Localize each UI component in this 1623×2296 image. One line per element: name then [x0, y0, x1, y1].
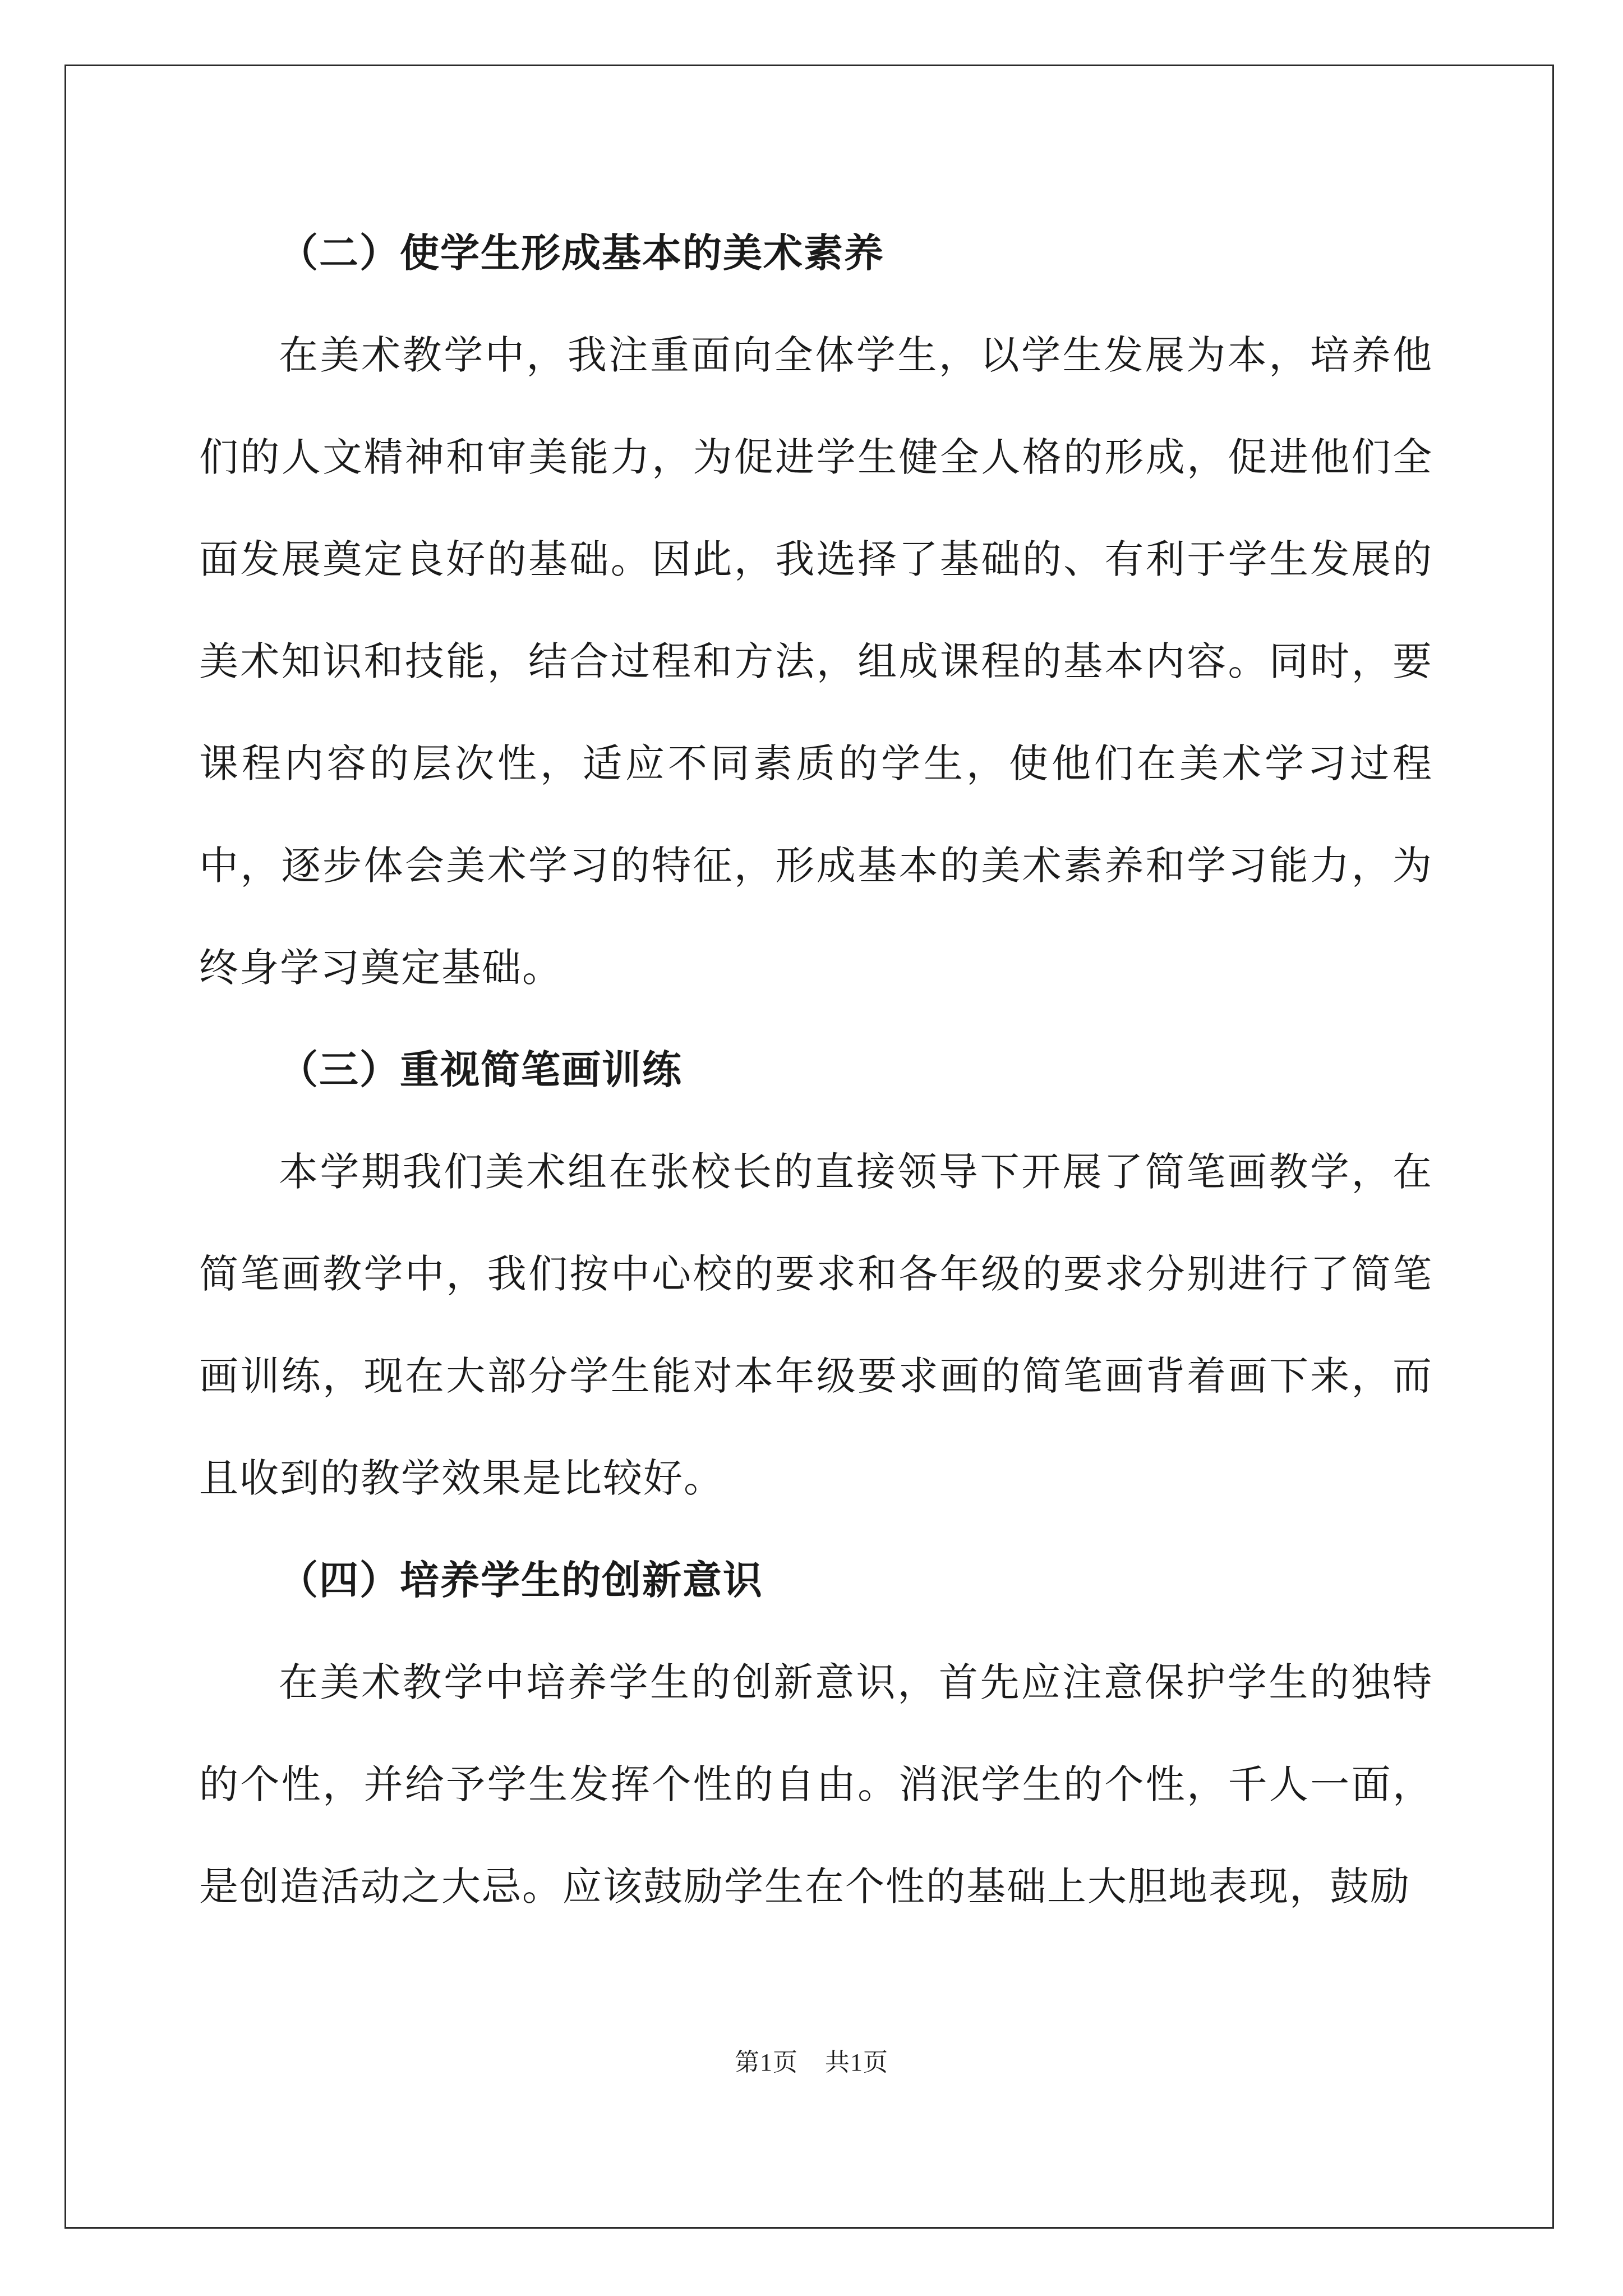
section-paragraph-2: 在美术教学中，我注重面向全体学生，以学生发展为本，培养他们的人文精神和审美能力，为促进学生健全人格的形成，促进他们全面发展奠定良好的基础。因此，我选择了基础的、有利于学生发展的美术知识和技能，结合过程和方法，组成课程的基本内容。同时，要课程内容的层次性，适应不同素质的学生，使他们在美术学习过程中，逐步体会美术学习的特征，形成基本的美术素养和学习能力，为终身学习奠定基础。 [199, 332, 1433, 991]
section-paragraph-4: 在美术教学中培养学生的创新意识，首先应注意保护学生的独特的个性，并给予学生发挥个性的自由。消泯学生的个性，千人一面，是创造活动之大忌。应该鼓励学生在个性的基础上大胆地表现，鼓励 [199, 1659, 1433, 1910]
document-body [199, 202, 1433, 1938]
section-heading-2: （二）使学生形成基本的美术素养 [279, 229, 884, 276]
page-number-current: 第1页 [735, 2049, 798, 2076]
section-heading-4: （四）培养学生的创新意识 [279, 1557, 763, 1603]
section-heading-3: （三）重视简笔画训练 [279, 1046, 683, 1093]
page-footer [0, 2042, 1623, 2078]
page-number-total: 共1页 [825, 2049, 888, 2076]
section-paragraph-3: 本学期我们美术组在张校长的直接领导下开展了简笔画教学，在简笔画教学中，我们按中心校的要求和各年级的要求分别进行了简笔画训练，现在大部分学生能对本年级要求画的简笔画背着画下来，而且收到的教学效果是比较好。 [199, 1149, 1433, 1501]
